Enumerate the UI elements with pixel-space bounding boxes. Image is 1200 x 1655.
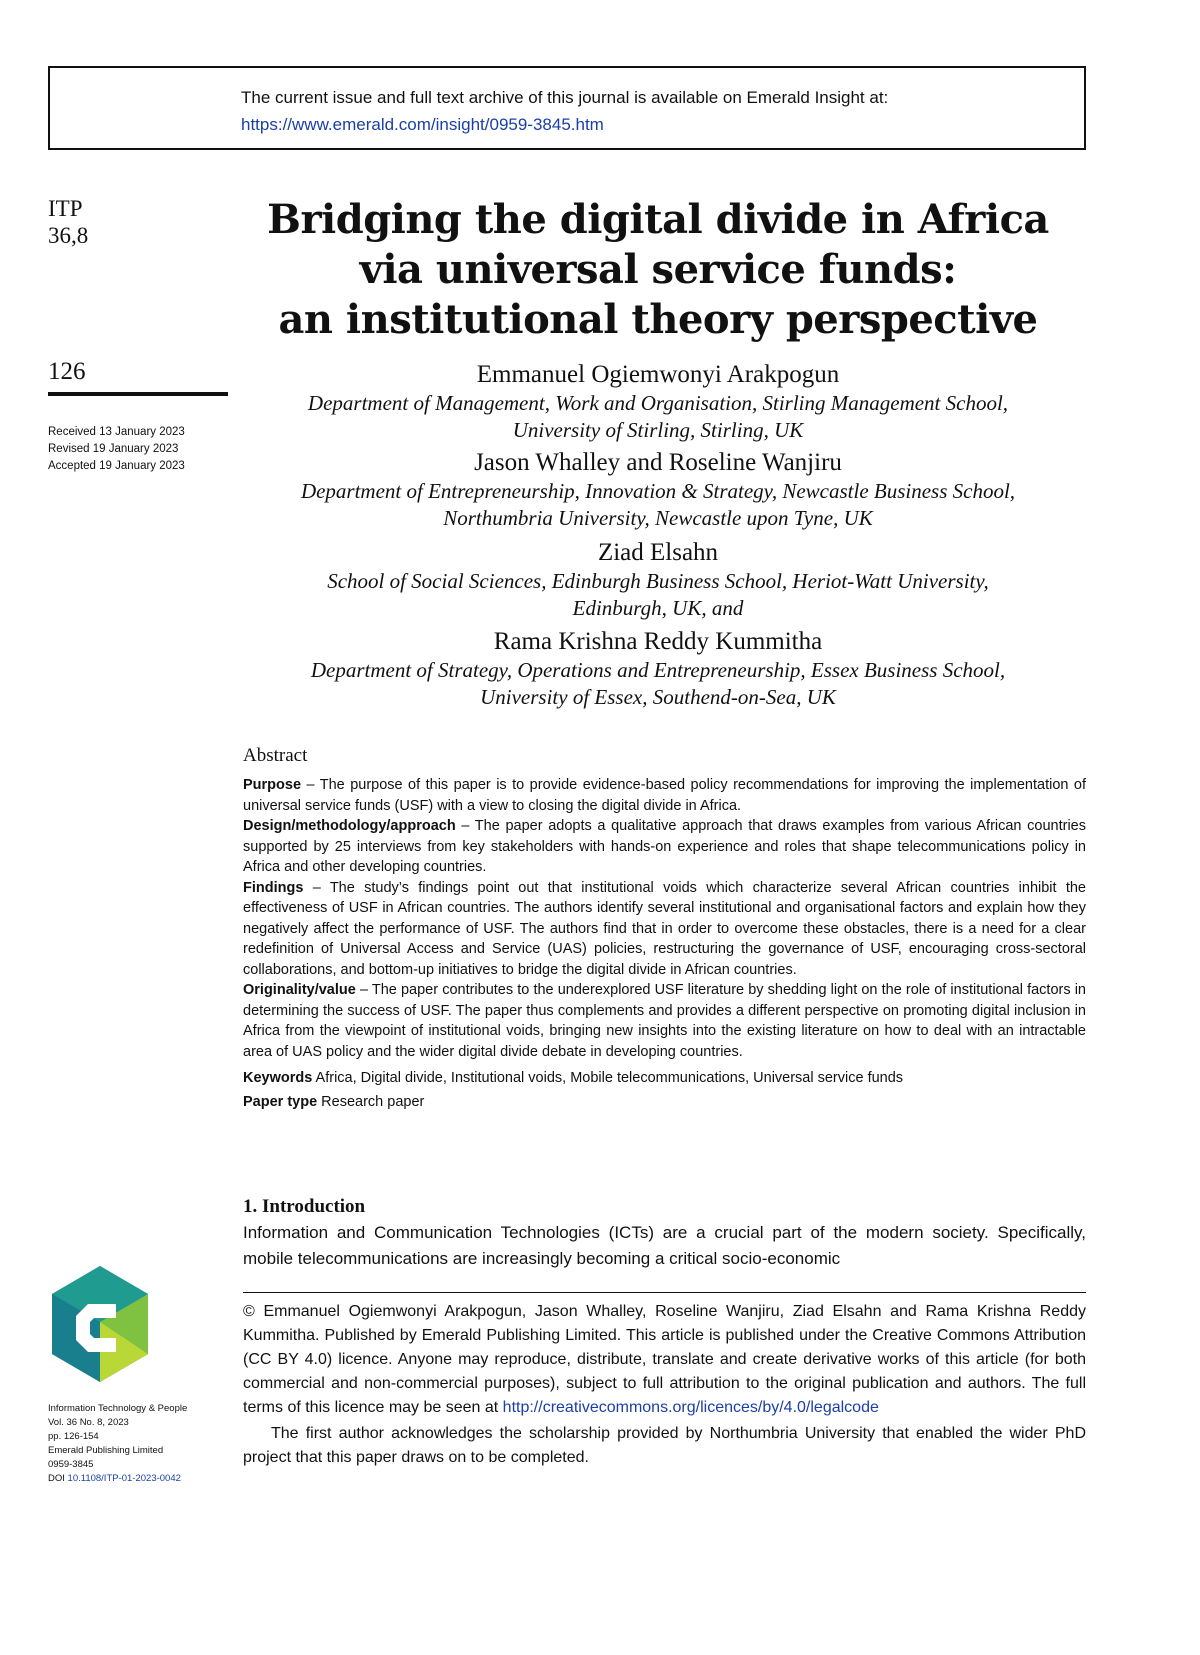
abstract-originality xyxy=(243,980,1086,1062)
imprint-volume: Vol. 36 No. 8, 2023 xyxy=(48,1417,129,1428)
journal-url-link[interactable]: https://www.emerald.com/insight/0959-3845.htm xyxy=(241,115,604,134)
abstract-findings xyxy=(243,878,1086,981)
purpose-text: – The purpose of this paper is to provide evidence-based policy recommendations for improving the implementation of universal service funds (USF) with a view to closing the digital divide in Africa. xyxy=(243,777,1086,814)
license-link[interactable]: http://creativecommons.org/licences/by/4.0/legalcode xyxy=(502,1399,879,1416)
author-block-2 xyxy=(230,448,1086,532)
doi-link[interactable]: 10.1108/ITP-01-2023-0042 xyxy=(67,1473,181,1484)
title-line-1: Bridging the digital divide in Africa xyxy=(267,196,1049,243)
paper-type-label: Paper type xyxy=(243,1094,318,1110)
author-affiliation: Northumbria University, Newcastle upon Tyne, UK xyxy=(443,506,873,530)
findings-label: Findings xyxy=(243,879,304,896)
license-text: © Emmanuel Ogiemwonyi Arakpogun, Jason Whalley, Roseline Wanjiru, Ziad Elsahn and Rama Krishna Reddy Kummitha. Published by Emerald Publishing Limited. This article is published under the Creative Commons Attribution (CC BY 4.0) licence. Anyone may reproduce, distribute, translate and create derivative works of this article (for both commercial and non-commercial purposes), subject to full attribution to the original publication and authors. The full terms of this licence may be seen at xyxy=(243,1303,1086,1416)
license-paragraph xyxy=(243,1300,1086,1420)
imprint-issn: 0959-3845 xyxy=(48,1459,94,1470)
journal-imprint xyxy=(48,1402,187,1486)
keywords-label: Keywords xyxy=(243,1070,313,1086)
author-affiliation: Department of Strategy, Operations and Entrepreneurship, Essex Business School, xyxy=(310,658,1006,682)
author-affiliation: Department of Management, Work and Organisation, Stirling Management School, xyxy=(307,391,1009,415)
paper-type-text: Research paper xyxy=(317,1094,425,1110)
paper-type xyxy=(243,1092,1086,1112)
journal-abbrev: ITP xyxy=(48,196,83,221)
page-number: 126 xyxy=(48,358,86,385)
received-date: Received 13 January 2023 xyxy=(48,426,185,438)
emerald-logo-icon xyxy=(44,1262,156,1390)
accepted-date: Accepted 19 January 2023 xyxy=(48,460,185,472)
abstract-purpose xyxy=(243,775,1086,816)
originality-label: Originality/value xyxy=(243,982,356,998)
author-affiliation: University of Essex, Southend-on-Sea, UK xyxy=(480,685,836,709)
copyright-footnote xyxy=(243,1300,1086,1470)
findings-text: – The study’s findings point out that institutional voids which characterize several African countries inhibit the effectiveness of USF in African countries. The authors identify several institutional and organisational factors and explain how they negatively affect the performance of USF. The authors find that in order to overcome these obstacles, there is a need for a clear redefinition of Universal Access and Service (UAS) policies, restructuring the governance of USF, encouraging cross-sectoral collaborations, and bottom-up initiatives to bridge the digital divide in African countries. xyxy=(243,879,1086,978)
acknowledgement: The first author acknowledges the scholarship provided by Northumbria University that enabled the wider PhD project that this paper draws on to be completed. xyxy=(243,1425,1086,1466)
design-label: Design/methodology/approach xyxy=(243,818,456,834)
author-affiliation: School of Social Sciences, Edinburgh Business School, Heriot-Watt University, xyxy=(327,569,989,593)
intro-paragraph: Information and Communication Technologies (ICTs) are a crucial part of the modern society. Specifically, mobile telecommunications are increasingly becoming a critical socio-economic xyxy=(243,1223,1086,1268)
author-block-4 xyxy=(230,627,1086,711)
title-line-3: an institutional theory perspective xyxy=(278,296,1038,343)
originality-text: – The paper contributes to the underexplored USF literature by shedding light on the role of institutional factors in determining the success of USF. The paper thus complements and provides a different perspective on promoting digital inclusion in Africa from the viewpoint of institutional voids, bringing new insights into the existing literature on how to deal with an intractable area of UAS policy and the wider digital divide debate in developing countries. xyxy=(243,982,1086,1060)
imprint-journal: Information Technology & People xyxy=(48,1403,188,1414)
title-line-2: via universal service funds: xyxy=(359,246,957,293)
journal-code xyxy=(48,195,88,249)
author-affiliation: Edinburgh, UK, and xyxy=(572,596,744,620)
volume-issue: 36,8 xyxy=(48,223,89,248)
design-text: – The paper adopts a qualitative approach that draws examples from various African countries supported by 25 interviews from key stakeholders with hands-on experience and roles that shape telecommunications policy in Africa and other developing countries. xyxy=(243,818,1086,875)
author-name: Jason Whalley and Roseline Wanjiru xyxy=(474,449,842,476)
author-affiliation: University of Stirling, Stirling, UK xyxy=(512,418,804,442)
article-dates xyxy=(48,424,185,475)
page-number-rule xyxy=(48,392,228,396)
journal-archive-notice xyxy=(48,66,1086,150)
abstract-design xyxy=(243,816,1086,878)
article-title xyxy=(230,195,1086,345)
notice-text: The current issue and full text archive of this journal is available on Emerald Insight at: xyxy=(241,88,889,107)
abstract-heading: Abstract xyxy=(243,745,308,766)
purpose-label: Purpose xyxy=(243,777,302,793)
author-name: Emmanuel Ogiemwonyi Arakpogun xyxy=(476,361,840,388)
author-affiliation: Department of Entrepreneurship, Innovation & Strategy, Newcastle Business School, xyxy=(300,479,1016,503)
imprint-pages: pp. 126-154 xyxy=(48,1431,99,1442)
author-block-1 xyxy=(230,360,1086,444)
abstract xyxy=(243,745,1086,1112)
author-block-3 xyxy=(230,538,1086,622)
revised-date: Revised 19 January 2023 xyxy=(48,443,179,455)
author-name: Ziad Elsahn xyxy=(597,539,719,566)
imprint-publisher: Emerald Publishing Limited xyxy=(48,1445,164,1456)
footnote-rule xyxy=(243,1292,1086,1293)
introduction-section xyxy=(243,1196,1086,1272)
doi-label: DOI xyxy=(48,1473,68,1484)
author-name: Rama Krishna Reddy Kummitha xyxy=(493,628,823,655)
section-heading: 1. Introduction xyxy=(243,1196,366,1217)
keywords-text: Africa, Digital divide, Institutional voids, Mobile telecommunications, Universal service funds xyxy=(312,1070,904,1086)
keywords xyxy=(243,1068,1086,1088)
imprint-doi xyxy=(48,1472,187,1486)
